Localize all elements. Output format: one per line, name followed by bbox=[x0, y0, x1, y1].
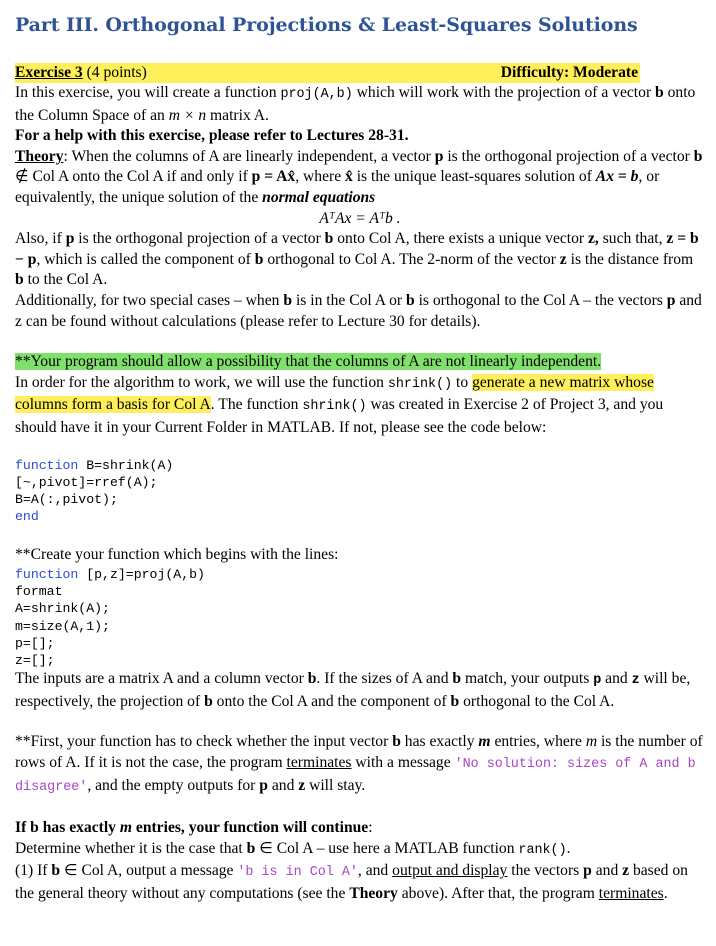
vector-symbol: b bbox=[30, 819, 39, 837]
exercise-label: Exercise 3 bbox=[15, 64, 83, 81]
code-line: [p,z]=proj(A,b) bbox=[78, 566, 205, 582]
vector-symbol: b bbox=[405, 291, 415, 309]
vector-symbol: z bbox=[622, 862, 630, 880]
text: Additionally, for two special cases – when bbox=[15, 291, 284, 309]
vector-symbol: b bbox=[450, 692, 460, 710]
code-line: [~,pivot]=rref(A); bbox=[15, 474, 158, 490]
vector-symbol: b bbox=[15, 271, 24, 289]
difficulty-label: Difficulty: Moderate bbox=[500, 64, 638, 81]
vector-symbol: p bbox=[259, 776, 268, 794]
vector-symbol: p bbox=[666, 291, 676, 309]
theory-paragraph bbox=[15, 147, 705, 209]
text: onto Col A, there exists a unique vector bbox=[333, 230, 589, 248]
text: and bbox=[601, 670, 632, 688]
exercise-label-group bbox=[15, 63, 147, 83]
variable: m bbox=[119, 819, 132, 837]
equation: Ax = b bbox=[595, 168, 639, 186]
text: : When the columns of A are linearly independent, a vector bbox=[63, 147, 435, 165]
code-line: B=A(:,pivot); bbox=[15, 491, 118, 507]
vector-symbol: b bbox=[254, 250, 264, 268]
text: orthogonal to the Col A. bbox=[459, 692, 615, 710]
independence-note bbox=[15, 352, 705, 373]
text: onto the Column Space of an bbox=[15, 84, 696, 124]
text: entries, your function will continue bbox=[132, 819, 369, 837]
text: . The function bbox=[210, 396, 303, 414]
code-line: format bbox=[15, 584, 63, 600]
text: such that, bbox=[598, 230, 667, 248]
text: the vectors bbox=[507, 862, 584, 880]
help-text: For a help with this exercise, please refer to Lectures 28-31. bbox=[15, 127, 409, 145]
text: entries, where bbox=[490, 733, 586, 751]
function-name: rank() bbox=[518, 842, 567, 858]
text: , where bbox=[295, 168, 346, 186]
text: to the Col A. bbox=[23, 271, 108, 289]
underlined-term: output and display bbox=[392, 862, 508, 880]
vector-symbol: b bbox=[693, 147, 703, 165]
order-paragraph bbox=[15, 373, 705, 439]
text: , and bbox=[357, 862, 393, 880]
text: which will work with the projection of a vector bbox=[352, 84, 656, 101]
text: . bbox=[663, 884, 668, 902]
text: is in the Col A or bbox=[292, 291, 406, 309]
text: **First, your function has to check whether the input vector bbox=[15, 733, 393, 751]
text: . If the sizes of A and bbox=[316, 670, 453, 688]
text: The inputs are a matrix A and a column vector bbox=[15, 670, 308, 688]
vector-symbol: b bbox=[655, 84, 664, 101]
text: orthogonal to Col A. The 2-norm of the vector bbox=[263, 250, 560, 268]
vector-symbol: b bbox=[204, 692, 213, 710]
text: is the number of rows of A. If it is not the case, the program bbox=[15, 733, 703, 771]
text: matrix A. bbox=[206, 106, 269, 124]
vector-symbol: z, bbox=[588, 230, 599, 248]
text: Determine whether it is the case that bbox=[15, 839, 247, 857]
text: , which is called the component of bbox=[36, 250, 255, 268]
code-line: B=shrink(A) bbox=[78, 457, 174, 473]
text: and z can be found without calculations (please refer to Lecture 30 for details). bbox=[15, 291, 702, 330]
text: and bbox=[591, 862, 623, 880]
vector-symbol: z bbox=[631, 673, 640, 689]
additionally-paragraph bbox=[15, 291, 705, 332]
also-paragraph bbox=[15, 229, 705, 291]
text: is the unique least-squares solution of bbox=[352, 168, 596, 186]
shrink-code-block bbox=[15, 457, 705, 526]
document-page bbox=[15, 0, 705, 904]
vector-symbol: p bbox=[434, 147, 444, 165]
keyword: function bbox=[15, 566, 79, 582]
create-line: **Create your function which begins with the lines: bbox=[15, 546, 339, 564]
text: based on the general theory without any computations (see the bbox=[15, 862, 688, 902]
determine-line bbox=[15, 839, 705, 862]
text: was created in Exercise 2 of Project 3, and you should have it in your Current Folder in MATLAB. If not, please see the code below: bbox=[15, 396, 664, 436]
text: Also, if bbox=[15, 230, 66, 248]
text: ∈ Col A, output a message bbox=[60, 862, 238, 880]
text: and bbox=[267, 776, 299, 794]
text: If bbox=[15, 819, 31, 837]
function-name: proj(A,b) bbox=[280, 87, 353, 102]
page-title: Part III. Orthogonal Projections & Least-Squares Solutions bbox=[15, 14, 638, 36]
text: is the distance from bbox=[566, 250, 694, 268]
normal-equation bbox=[15, 209, 705, 230]
text: onto the Col A and the component of bbox=[212, 692, 451, 710]
vector-symbol: b bbox=[246, 839, 256, 857]
text: will stay. bbox=[305, 776, 366, 794]
text: match, your outputs bbox=[461, 670, 594, 688]
exercise-header bbox=[15, 63, 640, 83]
text: will be, respectively, the projection of bbox=[15, 670, 691, 710]
text: , and the empty outputs for bbox=[87, 776, 260, 794]
vector-symbol: b bbox=[392, 733, 401, 751]
text: to bbox=[452, 373, 473, 391]
vector-symbol: b bbox=[307, 670, 317, 688]
highlighted-phrase: generate a new matrix whose columns form a basis for Col A bbox=[15, 373, 654, 414]
exercise-points: (4 points) bbox=[86, 64, 147, 81]
vector-symbol: b bbox=[283, 291, 293, 309]
text: : bbox=[368, 819, 373, 837]
text: with a message bbox=[351, 753, 455, 771]
text: above). After that, the program bbox=[397, 884, 599, 902]
proj-code-block bbox=[15, 566, 705, 669]
vector-symbol: z bbox=[298, 776, 306, 794]
function-name: shrink() bbox=[387, 376, 453, 392]
underlined-term: terminates bbox=[286, 753, 352, 771]
inputs-paragraph bbox=[15, 669, 705, 712]
message-string: 'b is in Col A' bbox=[237, 865, 358, 881]
keyword: end bbox=[15, 509, 39, 525]
vector-symbol: p bbox=[593, 673, 602, 689]
keyword: function bbox=[15, 457, 79, 473]
text: (1) If bbox=[15, 862, 52, 880]
theory-label: Theory bbox=[15, 147, 64, 165]
variable: m bbox=[585, 733, 598, 751]
text: In order for the algorithm to work, we will use the function bbox=[15, 373, 388, 391]
vector-symbol: b bbox=[51, 862, 61, 880]
text: has exactly bbox=[400, 733, 479, 751]
text: has exactly bbox=[38, 819, 120, 837]
code-line: z=[]; bbox=[15, 652, 55, 668]
vector-symbol: x̂ bbox=[345, 168, 353, 186]
code-line: A=shrink(A); bbox=[15, 601, 110, 617]
equation: z = b − p bbox=[15, 230, 699, 268]
text: . bbox=[566, 839, 571, 857]
vector-symbol: p bbox=[65, 230, 75, 248]
underlined-term: terminates bbox=[598, 884, 664, 902]
if-b-heading bbox=[15, 818, 705, 839]
highlighted-note: **Your program should allow a possibility that the columns of A are not linearly independent. bbox=[15, 353, 602, 371]
function-name: shrink() bbox=[302, 399, 367, 415]
vector-symbol: b bbox=[324, 230, 334, 248]
intro-paragraph bbox=[15, 83, 705, 126]
help-line bbox=[15, 126, 705, 147]
text: In this exercise, you will create a function bbox=[15, 84, 281, 101]
vector-symbol: z bbox=[559, 250, 567, 268]
text: ∉ Col A onto the Col A if and only if bbox=[15, 168, 252, 186]
text: is the orthogonal projection of a vector bbox=[74, 230, 325, 248]
normal-equations-term: normal equations bbox=[262, 188, 376, 206]
vector-symbol: p bbox=[583, 862, 592, 880]
text: is the orthogonal projection of a vector bbox=[443, 147, 694, 165]
vector-symbol: b bbox=[452, 670, 462, 688]
equation: AᵀAx = Aᵀb . bbox=[319, 209, 401, 227]
equation: p = Ax̂ bbox=[251, 168, 296, 186]
theory-reference: Theory bbox=[349, 884, 398, 902]
matrix-dims: m × n bbox=[168, 106, 207, 124]
text: ∈ Col A – use here a MATLAB function bbox=[255, 839, 519, 857]
variable: m bbox=[478, 733, 491, 751]
code-line: m=size(A,1); bbox=[15, 618, 110, 634]
first-paragraph bbox=[15, 732, 705, 798]
text: is orthogonal to the Col A – the vectors bbox=[414, 291, 667, 309]
step1-paragraph bbox=[15, 861, 705, 904]
code-line: p=[]; bbox=[15, 635, 55, 651]
text: , or equivalently, the unique solution of the bbox=[15, 168, 660, 206]
message-string: 'No solution: sizes of A and b disagree' bbox=[15, 756, 696, 795]
